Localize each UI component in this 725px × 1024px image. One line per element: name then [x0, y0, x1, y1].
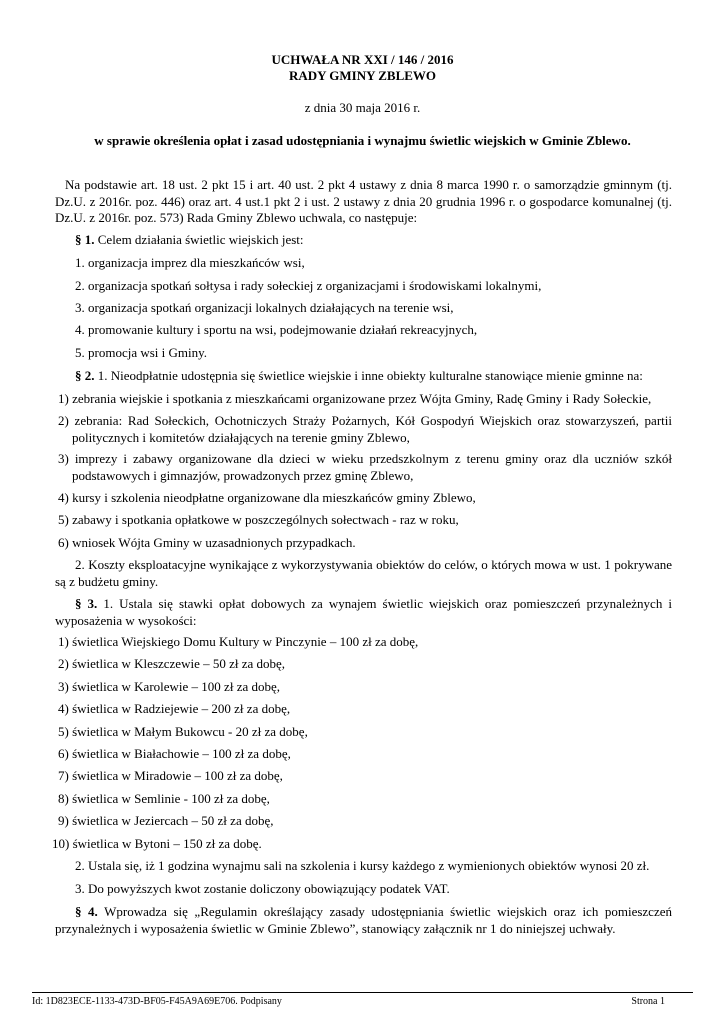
section-3-item: 4) świetlica w Radziejewie – 200 zł za dobę,	[58, 701, 291, 716]
section-3-item: 6) świetlica w Białachowie – 100 zł za dobę,	[58, 746, 291, 761]
section-2-item: 2) zebrania: Rad Sołeckich, Ochotniczych Straży Pożarnych, Kół Gospodyń Wiejskich oraz stowarzyszeń, partii politycznych i komitetów działających na terenie gminy Zblewo,	[58, 413, 672, 445]
section-3-item: 9) świetlica w Jeziercach – 50 zł za dobę,	[58, 813, 274, 828]
preamble: Na podstawie art. 18 ust. 2 pkt 15 i art. 40 ust. 2 pkt 4 ustawy z dnia 8 marca 1990 r. o samorządzie gminnym (tj. Dz.U. z 2016r. poz. 446) oraz art. 4 ust.1 pkt 2 i ust. 2 ustawy z dnia 20 grudnia 1996 r. o gospodarce komunalnej (tj. Dz.U. z 2016r. poz. 573) Rada Gminy Zblewo uchwala, co następuje:	[55, 177, 672, 225]
section-1-label: § 1.	[75, 232, 95, 247]
section-4-label: § 4.	[75, 904, 98, 919]
section-3-item: 2) świetlica w Kleszczewie – 50 zł za dobę,	[58, 656, 286, 671]
section-1-heading	[55, 232, 672, 249]
section-2-item: 4) kursy i szkolenia nieodpłatne organizowane dla mieszkańców gminy Zblewo,	[58, 490, 476, 505]
resolution-date: z dnia 30 maja 2016 r.	[304, 100, 421, 115]
section-1-item: 2. organizacja spotkań sołtysa i rady sołeckiej z organizacjami i środowiskami lokalnymi,	[75, 278, 542, 293]
section-1-item: 3. organizacja spotkań organizacji lokalnych działających na terenie wsi,	[75, 300, 454, 315]
resolution-title: UCHWAŁA NR XXI / 146 / 2016	[271, 52, 454, 67]
footer-divider	[32, 992, 693, 993]
section-3-point-3: 3. Do powyższych kwot zostanie doliczony obowiązujący podatek VAT.	[75, 881, 450, 896]
section-4-text: Wprowadza się „Regulamin określający zasady udostępniania świetlic wiejskich oraz ich pomieszczeń przynależnych i wyposażenia świetlic w Gminie Zblewo”, stanowiący załącznik nr 1 do niniejszej uchwały.	[55, 904, 672, 936]
section-2-item: 3) imprezy i zabawy organizowane dla dzieci w wieku przedszkolnym z terenu gminy oraz dla uczniów szkół podstawowych i gimnazjów, prowadzonych przez gminę Zblewo,	[58, 451, 672, 483]
section-3-item: 10) świetlica w Bytoni – 150 zł za dobę.	[52, 836, 262, 851]
section-3-text: 1. Ustala się stawki opłat dobowych za wynajem świetlic wiejskich oraz pomieszczeń przynależnych i wyposażenia w wysokości:	[55, 596, 672, 628]
section-1-item: 4. promowanie kultury i sportu na wsi, podejmowanie działań rekreacyjnych,	[75, 322, 478, 337]
section-3-item: 1) świetlica Wiejskiego Domu Kultury w Pinczynie – 100 zł za dobę,	[58, 634, 419, 649]
section-3-item: 3) świetlica w Karolewie – 100 zł za dobę,	[58, 679, 281, 694]
section-3-item: 7) świetlica w Miradowie – 100 zł za dobę,	[58, 768, 283, 783]
section-2-item: 1) zebrania wiejskie i spotkania z mieszkańcami organizowane przez Wójta Gminy, Radę Gminy i Rady Sołeckie,	[58, 391, 652, 406]
document-id: Id: 1D823ECE-1133-473D-BF05-F45A9A69E706. Podpisany	[32, 996, 282, 1007]
section-1-text: Celem działania świetlic wiejskich jest:	[94, 232, 304, 247]
section-3-heading	[55, 596, 672, 629]
page-number: Strona 1	[631, 996, 665, 1007]
section-2-item: 6) wniosek Wójta Gminy w uzasadnionych przypadkach.	[58, 535, 356, 550]
section-3-item: 5) świetlica w Małym Bukowcu - 20 zł za dobę,	[58, 724, 308, 739]
resolution-subject: w sprawie określenia opłat i zasad udostępniania i wynajmu świetlic wiejskich w Gminie Zblewo.	[94, 133, 631, 148]
section-2-item: 5) zabawy i spotkania opłatkowe w poszczególnych sołectwach - raz w roku,	[58, 512, 459, 527]
section-3-item: 8) świetlica w Semlinie - 100 zł za dobę,	[58, 791, 270, 806]
section-2-point-2: 2. Koszty eksploatacyjne wynikające z wykorzystywania obiektów do celów, o których mowa w ust. 1 pokrywane są z budżetu gminy.	[55, 557, 672, 589]
section-2-label: § 2.	[75, 368, 95, 383]
section-1-item: 1. organizacja imprez dla mieszkańców wsi,	[75, 255, 305, 270]
section-2-text: 1. Nieodpłatnie udostępnia się świetlice wiejskie i inne obiekty kulturalne stanowiące mienie gminne na:	[94, 368, 643, 383]
section-2-heading	[55, 368, 672, 385]
section-4-paragraph	[55, 904, 672, 937]
section-3-label: § 3.	[75, 596, 98, 611]
section-3-point-2: 2. Ustala się, iż 1 godzina wynajmu sali na szkolenia i kursy każdego z wymienionych obiektów wynosi 20 zł.	[75, 858, 650, 873]
council-name: RADY GMINY ZBLEWO	[288, 68, 437, 83]
section-1-item: 5. promocja wsi i Gminy.	[75, 345, 208, 360]
